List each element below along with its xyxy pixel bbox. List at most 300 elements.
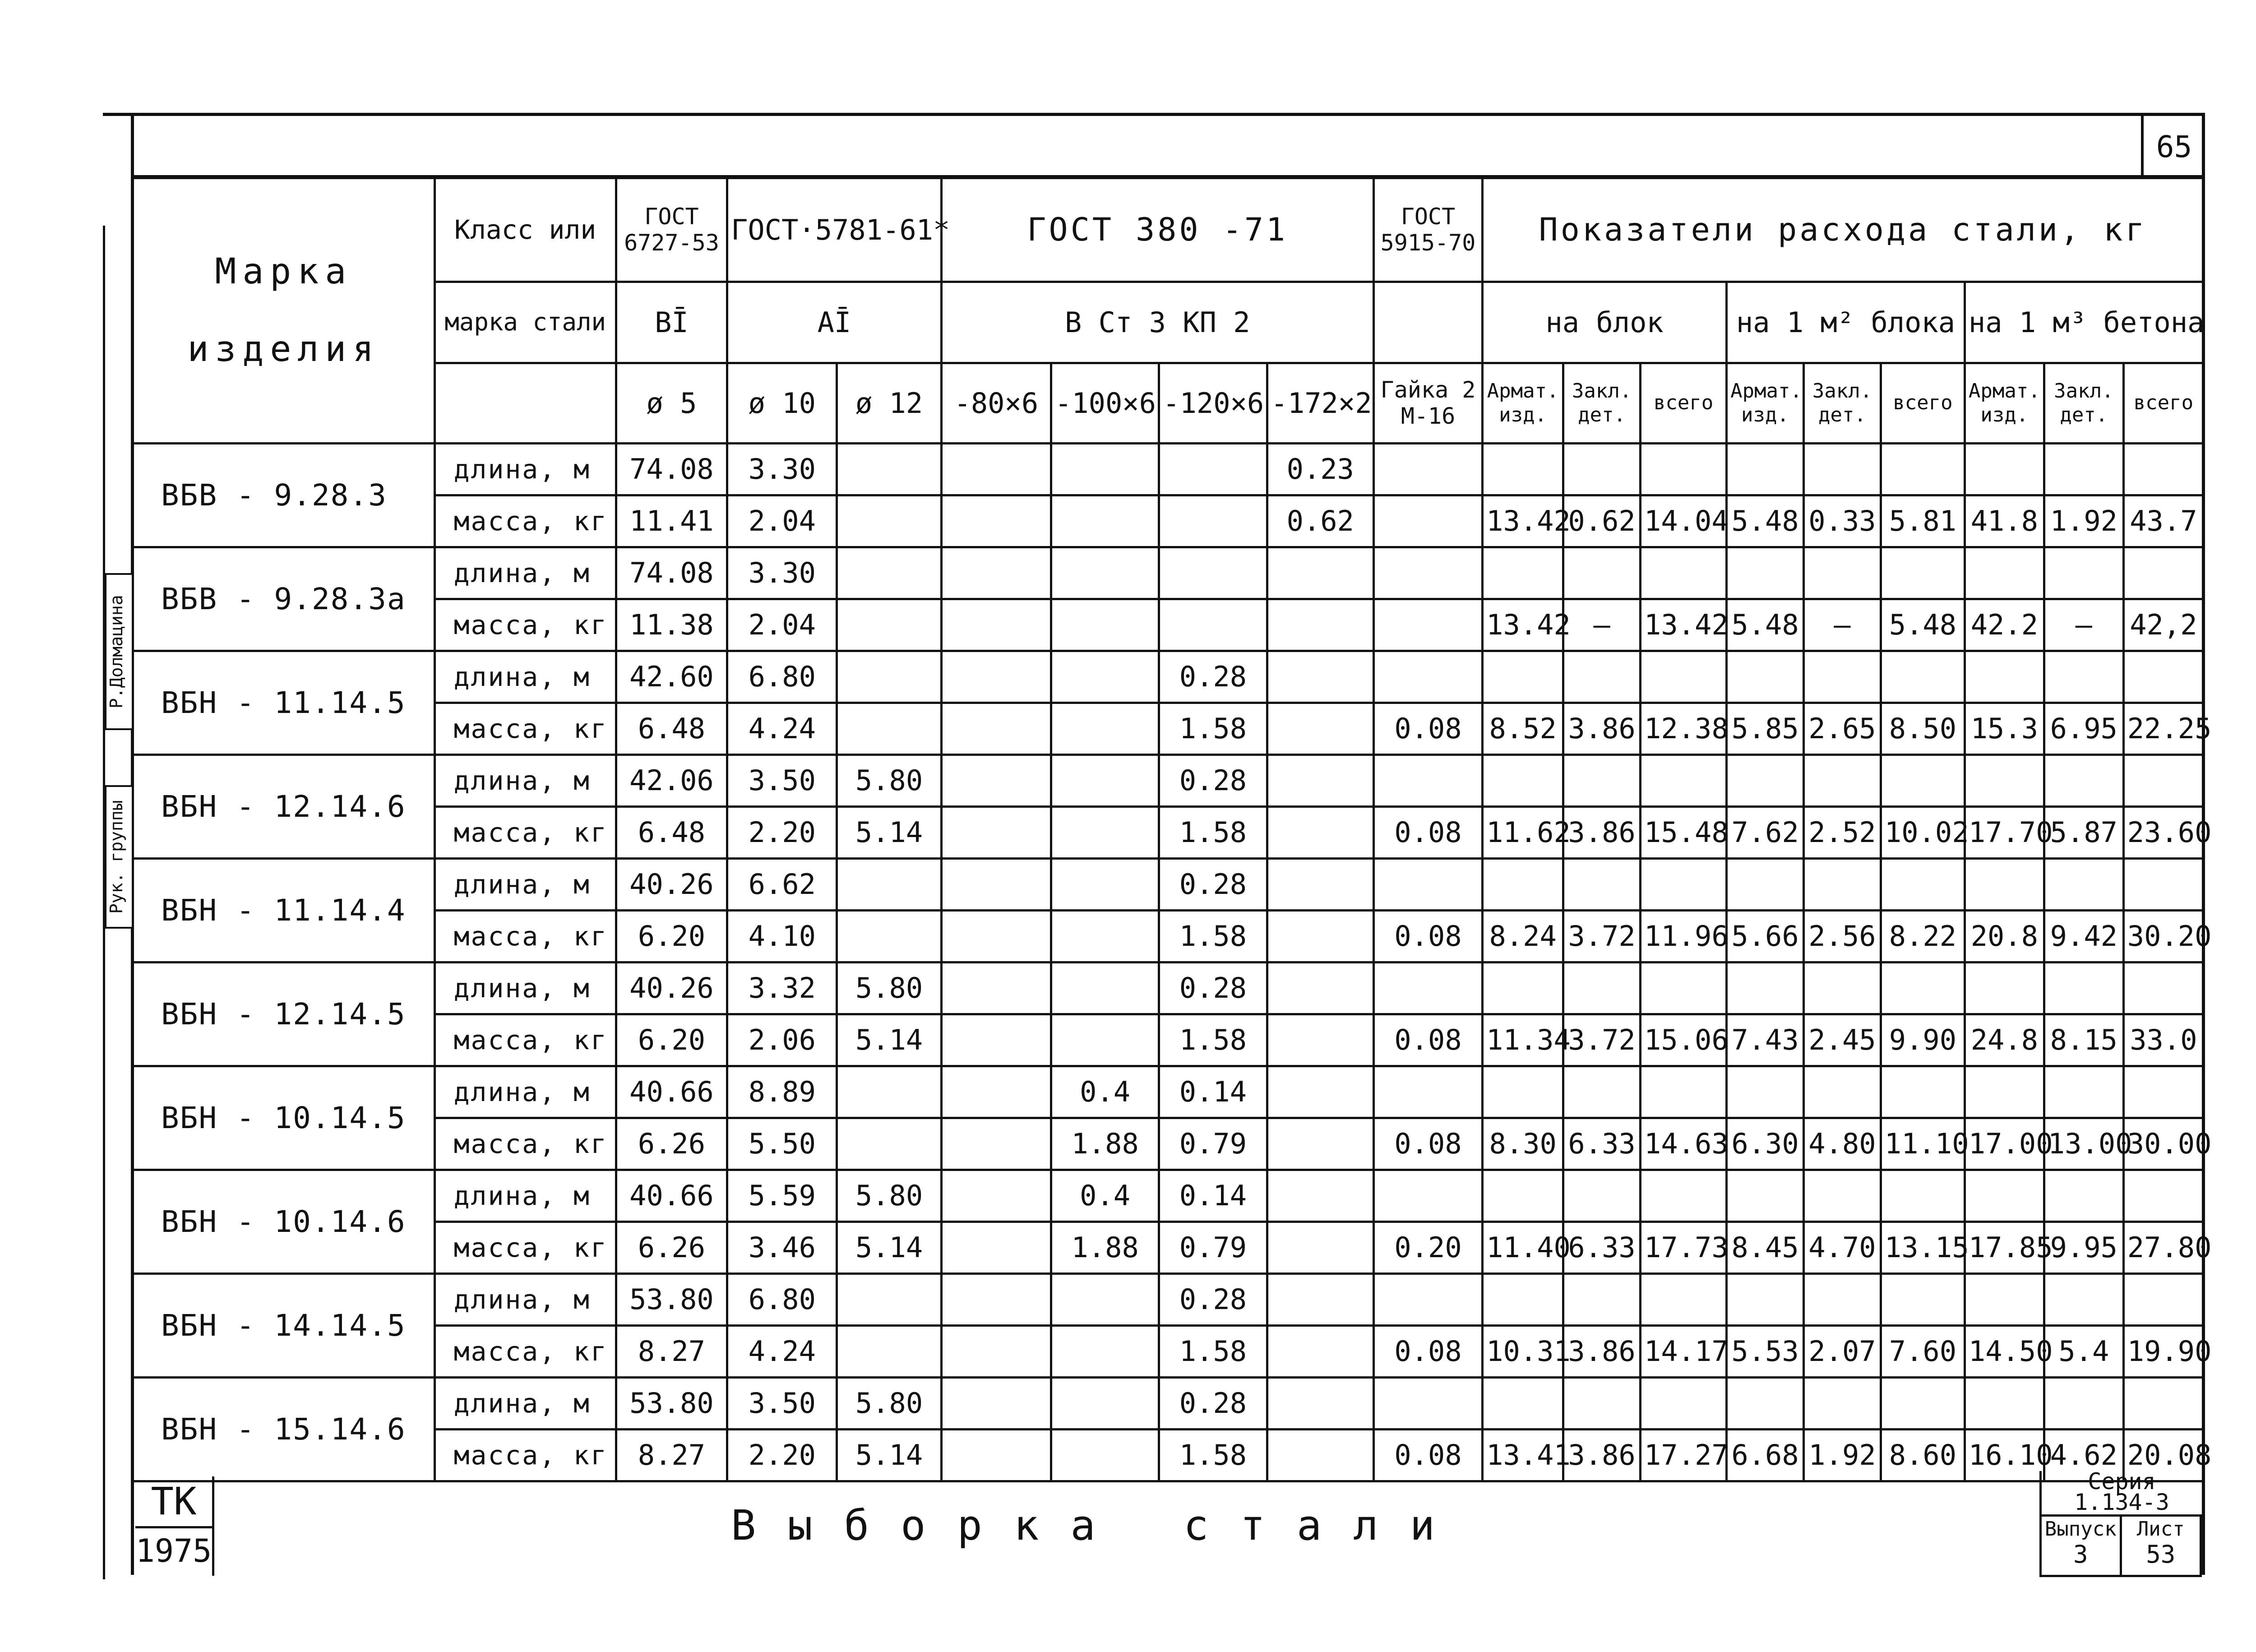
frame-top-line bbox=[103, 113, 2205, 116]
length-cell: 3.30 bbox=[727, 444, 837, 495]
length-cell bbox=[837, 859, 941, 911]
mass-cell: 2.56 bbox=[1804, 911, 1881, 963]
class-header bbox=[435, 178, 616, 282]
length-cell: 42.06 bbox=[616, 755, 727, 807]
m2-armat-header: Армат. изд. bbox=[1727, 363, 1804, 444]
length-cell: 74.08 bbox=[616, 547, 727, 599]
length-cell: 3.30 bbox=[727, 547, 837, 599]
mass-cell: 4.80 bbox=[1804, 1118, 1881, 1170]
mass-cell bbox=[941, 599, 1051, 651]
length-cell bbox=[1641, 444, 1727, 495]
mass-cell: 17.85 bbox=[1965, 1222, 2044, 1274]
per-block-header: на блок bbox=[1483, 282, 1727, 363]
mass-cell: 5.81 bbox=[1881, 495, 1965, 547]
length-cell bbox=[2044, 963, 2123, 1014]
length-cell bbox=[1563, 1378, 1641, 1430]
mass-cell: 2.52 bbox=[1804, 807, 1881, 859]
mass-cell: 8.27 bbox=[616, 1430, 727, 1481]
mass-cell: 5.14 bbox=[837, 1222, 941, 1274]
item-mark: ВБН - 11.14.4 bbox=[133, 859, 435, 963]
param-mass-label: масса, кг bbox=[435, 1222, 616, 1274]
length-cell bbox=[1051, 1378, 1159, 1430]
mass-cell: 6.20 bbox=[616, 1014, 727, 1066]
mass-cell: 1.58 bbox=[1159, 807, 1267, 859]
mass-cell: 1.58 bbox=[1159, 1014, 1267, 1066]
length-cell bbox=[2123, 755, 2203, 807]
mass-cell bbox=[1159, 495, 1267, 547]
mass-cell: 20.08 bbox=[2123, 1430, 2203, 1481]
mass-cell: 9.42 bbox=[2044, 911, 2123, 963]
m3-zakl-header: Закл. дет. bbox=[2044, 363, 2123, 444]
param-mass-label: масса, кг bbox=[435, 703, 616, 755]
length-cell bbox=[941, 1066, 1051, 1118]
mass-cell: 41.8 bbox=[1965, 495, 2044, 547]
length-cell bbox=[1483, 547, 1563, 599]
mass-cell: 3.72 bbox=[1563, 911, 1641, 963]
length-cell bbox=[1267, 547, 1373, 599]
length-cell: 0.28 bbox=[1159, 859, 1267, 911]
item-mark: ВБН - 10.14.5 bbox=[133, 1066, 435, 1170]
mass-cell: 11.10 bbox=[1881, 1118, 1965, 1170]
mass-cell: 4.24 bbox=[727, 1326, 837, 1378]
mass-cell: 8.27 bbox=[616, 1326, 727, 1378]
length-cell bbox=[1881, 859, 1965, 911]
item-mark: ВБН - 12.14.5 bbox=[133, 963, 435, 1066]
mark-header bbox=[133, 178, 435, 444]
mass-cell bbox=[1051, 911, 1159, 963]
length-cell bbox=[1804, 444, 1881, 495]
mass-cell: 6.26 bbox=[616, 1222, 727, 1274]
length-cell bbox=[2044, 859, 2123, 911]
title-stamp bbox=[2039, 1468, 2202, 1575]
length-cell bbox=[1267, 1170, 1373, 1222]
param-mass-label: масса, кг bbox=[435, 1014, 616, 1066]
length-cell bbox=[1965, 651, 2044, 703]
length-cell bbox=[1563, 1170, 1641, 1222]
mass-cell: 3.46 bbox=[727, 1222, 837, 1274]
mass-cell: 5.48 bbox=[1727, 599, 1804, 651]
length-cell bbox=[941, 547, 1051, 599]
length-cell bbox=[1373, 651, 1482, 703]
stamp-row bbox=[2039, 1517, 2202, 1577]
length-cell bbox=[941, 963, 1051, 1014]
mass-cell: 12.38 bbox=[1641, 703, 1727, 755]
mass-cell bbox=[837, 1326, 941, 1378]
mass-cell: 2.65 bbox=[1804, 703, 1881, 755]
mass-cell: 42,2 bbox=[2123, 599, 2203, 651]
mass-cell: 7.60 bbox=[1881, 1326, 1965, 1378]
mass-cell: 23.60 bbox=[2123, 807, 2203, 859]
series-value: 1.134-3 bbox=[2074, 1489, 2169, 1515]
mass-cell: 2.20 bbox=[727, 1430, 837, 1481]
length-cell bbox=[2044, 547, 2123, 599]
length-cell bbox=[1804, 859, 1881, 911]
mass-cell: 4.70 bbox=[1804, 1222, 1881, 1274]
mass-cell bbox=[941, 911, 1051, 963]
length-cell: 5.80 bbox=[837, 1378, 941, 1430]
dia-5-header: ø 5 bbox=[616, 363, 727, 444]
length-cell bbox=[1804, 1066, 1881, 1118]
mass-cell: 13.41 bbox=[1483, 1430, 1563, 1481]
length-cell bbox=[1804, 1274, 1881, 1326]
param-mass-label: масса, кг bbox=[435, 495, 616, 547]
length-cell bbox=[1267, 755, 1373, 807]
length-cell bbox=[2044, 651, 2123, 703]
m3-armat-header: Армат. изд. bbox=[1965, 363, 2044, 444]
length-cell bbox=[1965, 859, 2044, 911]
length-cell bbox=[1727, 547, 1804, 599]
item-mass-row bbox=[133, 911, 2204, 963]
mass-cell: 0.62 bbox=[1267, 495, 1373, 547]
length-cell bbox=[1051, 1274, 1159, 1326]
mass-cell: 5.50 bbox=[727, 1118, 837, 1170]
length-cell bbox=[1373, 755, 1482, 807]
param-length-label: длина, м bbox=[435, 651, 616, 703]
length-cell bbox=[1563, 1274, 1641, 1326]
item-mass-row bbox=[133, 599, 2204, 651]
mass-cell: 3.72 bbox=[1563, 1014, 1641, 1066]
length-cell bbox=[1563, 1066, 1641, 1118]
mass-cell: 0.08 bbox=[1373, 1118, 1482, 1170]
length-cell bbox=[1483, 859, 1563, 911]
length-cell: 0.28 bbox=[1159, 1274, 1267, 1326]
mass-cell: 11.34 bbox=[1483, 1014, 1563, 1066]
mass-cell: 24.8 bbox=[1965, 1014, 2044, 1066]
mass-cell: 2.04 bbox=[727, 599, 837, 651]
class-header-line1: Класс или bbox=[454, 214, 596, 245]
length-cell bbox=[1267, 1274, 1373, 1326]
mass-cell: 15.48 bbox=[1641, 807, 1727, 859]
year-label: 1975 bbox=[135, 1532, 212, 1569]
mass-cell: 2.04 bbox=[727, 495, 837, 547]
mass-cell: 5.53 bbox=[1727, 1326, 1804, 1378]
mass-cell: 0.20 bbox=[1373, 1222, 1482, 1274]
length-cell: 3.50 bbox=[727, 1378, 837, 1430]
class-a1: АĪ bbox=[727, 282, 942, 363]
mass-cell: 42.2 bbox=[1965, 599, 2044, 651]
length-cell: 0.14 bbox=[1159, 1170, 1267, 1222]
length-cell bbox=[1727, 444, 1804, 495]
length-cell: 74.08 bbox=[616, 444, 727, 495]
length-cell bbox=[1727, 1066, 1804, 1118]
length-cell bbox=[1727, 1274, 1804, 1326]
item-mass-row bbox=[133, 1222, 2204, 1274]
mass-cell: 11.62 bbox=[1483, 807, 1563, 859]
per-m3-header: на 1 м³ бетона bbox=[1965, 282, 2203, 363]
length-cell bbox=[1483, 1170, 1563, 1222]
mass-cell: 0.62 bbox=[1563, 495, 1641, 547]
mass-cell bbox=[941, 1430, 1051, 1481]
mass-cell bbox=[1051, 599, 1159, 651]
length-cell bbox=[1641, 651, 1727, 703]
mass-cell: 5.66 bbox=[1727, 911, 1804, 963]
mass-cell bbox=[941, 1222, 1051, 1274]
length-cell: 5.80 bbox=[837, 963, 941, 1014]
length-cell bbox=[941, 1378, 1051, 1430]
length-cell bbox=[1881, 963, 1965, 1014]
mass-cell: 5.48 bbox=[1727, 495, 1804, 547]
param-mass-label: масса, кг bbox=[435, 1326, 616, 1378]
length-cell bbox=[2123, 1066, 2203, 1118]
length-cell bbox=[1965, 963, 2044, 1014]
mass-cell bbox=[1267, 1118, 1373, 1170]
issue-cell bbox=[2042, 1517, 2122, 1575]
length-cell bbox=[1563, 755, 1641, 807]
length-cell: 0.28 bbox=[1159, 755, 1267, 807]
mass-cell: 5.87 bbox=[2044, 807, 2123, 859]
length-cell bbox=[1373, 547, 1482, 599]
mass-cell: 4.10 bbox=[727, 911, 837, 963]
mass-cell: 2.20 bbox=[727, 807, 837, 859]
length-cell: 3.32 bbox=[727, 963, 837, 1014]
length-cell bbox=[1641, 755, 1727, 807]
param-length-label: длина, м bbox=[435, 755, 616, 807]
length-cell bbox=[1881, 1274, 1965, 1326]
mass-cell: 8.52 bbox=[1483, 703, 1563, 755]
mass-cell bbox=[1267, 807, 1373, 859]
mass-cell bbox=[941, 807, 1051, 859]
mass-cell: 11.96 bbox=[1641, 911, 1727, 963]
item-mass-row bbox=[133, 1118, 2204, 1170]
tk-label: ТК bbox=[135, 1476, 212, 1528]
length-cell bbox=[1373, 1378, 1482, 1430]
mass-cell: 7.43 bbox=[1727, 1014, 1804, 1066]
item-length-row bbox=[133, 1170, 2204, 1222]
length-cell bbox=[1804, 755, 1881, 807]
mass-cell: 1.92 bbox=[1804, 1430, 1881, 1481]
mass-cell: – bbox=[1804, 599, 1881, 651]
length-cell bbox=[1563, 444, 1641, 495]
mass-cell: 2.45 bbox=[1804, 1014, 1881, 1066]
mass-cell bbox=[941, 1326, 1051, 1378]
header-row-3 bbox=[133, 363, 2204, 444]
length-cell bbox=[1641, 547, 1727, 599]
length-cell: 0.14 bbox=[1159, 1066, 1267, 1118]
issue-label: Выпуск bbox=[2044, 1518, 2117, 1541]
length-cell bbox=[1965, 1378, 2044, 1430]
length-cell bbox=[1267, 1378, 1373, 1430]
mass-cell: 15.06 bbox=[1641, 1014, 1727, 1066]
length-cell bbox=[1727, 651, 1804, 703]
mass-cell bbox=[1267, 1326, 1373, 1378]
mass-cell: 9.90 bbox=[1881, 1014, 1965, 1066]
item-length-row bbox=[133, 859, 2204, 911]
item-mass-row bbox=[133, 495, 2204, 547]
mass-cell: 0.33 bbox=[1804, 495, 1881, 547]
mass-cell: 8.30 bbox=[1483, 1118, 1563, 1170]
mass-cell bbox=[1051, 1326, 1159, 1378]
param-mass-label: масса, кг bbox=[435, 807, 616, 859]
mass-cell: 14.04 bbox=[1641, 495, 1727, 547]
length-cell bbox=[2044, 755, 2123, 807]
gost-380-header: ГОСТ 380 -71 bbox=[941, 178, 1373, 282]
length-cell bbox=[1373, 963, 1482, 1014]
length-cell bbox=[1563, 651, 1641, 703]
length-cell: 53.80 bbox=[616, 1274, 727, 1326]
length-cell bbox=[1727, 1378, 1804, 1430]
mass-cell: 1.88 bbox=[1051, 1118, 1159, 1170]
mass-cell: 0.79 bbox=[1159, 1222, 1267, 1274]
length-cell bbox=[941, 444, 1051, 495]
item-length-row bbox=[133, 1066, 2204, 1118]
length-cell bbox=[1881, 651, 1965, 703]
mass-cell: 7.62 bbox=[1727, 807, 1804, 859]
mass-cell: 3.86 bbox=[1563, 703, 1641, 755]
mass-cell: 1.88 bbox=[1051, 1222, 1159, 1274]
mass-cell: 8.50 bbox=[1881, 703, 1965, 755]
length-cell bbox=[837, 1274, 941, 1326]
steel-selection-table bbox=[132, 177, 2212, 1482]
item-mass-row bbox=[133, 807, 2204, 859]
item-mark: ВБН - 15.14.6 bbox=[133, 1378, 435, 1481]
param-length-label: длина, м bbox=[435, 1378, 616, 1430]
mass-cell bbox=[1267, 1222, 1373, 1274]
item-length-row bbox=[133, 1274, 2204, 1326]
length-cell bbox=[1159, 547, 1267, 599]
length-cell bbox=[1563, 859, 1641, 911]
param-length-label: длина, м bbox=[435, 1066, 616, 1118]
length-cell bbox=[941, 1274, 1051, 1326]
length-cell bbox=[1881, 1378, 1965, 1430]
mass-cell: 2.07 bbox=[1804, 1326, 1881, 1378]
mass-cell: 33.0 bbox=[2123, 1014, 2203, 1066]
mass-cell: 14.17 bbox=[1641, 1326, 1727, 1378]
mass-cell: 15.3 bbox=[1965, 703, 2044, 755]
mass-cell: 8.22 bbox=[1881, 911, 1965, 963]
length-cell bbox=[837, 444, 941, 495]
length-cell bbox=[1051, 547, 1159, 599]
length-cell bbox=[1563, 547, 1641, 599]
param-length-label: длина, м bbox=[435, 963, 616, 1014]
mass-cell bbox=[837, 911, 941, 963]
mark-header-label: Марка изделия bbox=[187, 251, 380, 370]
corner-tk-box bbox=[135, 1476, 214, 1576]
mass-cell: 3.86 bbox=[1563, 1430, 1641, 1481]
mass-cell: 6.48 bbox=[616, 703, 727, 755]
length-cell: 0.28 bbox=[1159, 651, 1267, 703]
mass-cell bbox=[1267, 599, 1373, 651]
length-cell bbox=[2044, 1274, 2123, 1326]
nut-header: Гайка 2 М-16 bbox=[1373, 363, 1482, 444]
length-cell bbox=[2044, 1066, 2123, 1118]
length-cell: 40.26 bbox=[616, 859, 727, 911]
length-cell bbox=[1563, 963, 1641, 1014]
length-cell bbox=[1641, 963, 1727, 1014]
length-cell bbox=[1373, 1170, 1482, 1222]
length-cell bbox=[1267, 651, 1373, 703]
item-mass-row bbox=[133, 703, 2204, 755]
mass-cell: 10.31 bbox=[1483, 1326, 1563, 1378]
length-cell bbox=[1483, 1066, 1563, 1118]
mass-cell: 30.20 bbox=[2123, 911, 2203, 963]
mass-cell: 6.26 bbox=[616, 1118, 727, 1170]
length-cell: 0.4 bbox=[1051, 1066, 1159, 1118]
mass-cell: 16.10 bbox=[1965, 1430, 2044, 1481]
mass-cell: 5.14 bbox=[837, 1014, 941, 1066]
length-cell bbox=[1159, 444, 1267, 495]
length-cell: 42.60 bbox=[616, 651, 727, 703]
length-cell bbox=[1881, 755, 1965, 807]
nut-class-empty bbox=[1373, 282, 1482, 363]
length-cell bbox=[941, 859, 1051, 911]
sheet-label: Лист bbox=[2136, 1518, 2185, 1541]
length-cell bbox=[1373, 444, 1482, 495]
length-cell bbox=[941, 651, 1051, 703]
mass-cell: 0.08 bbox=[1373, 703, 1482, 755]
length-cell bbox=[837, 1066, 941, 1118]
mass-cell: 5.48 bbox=[1881, 599, 1965, 651]
series-label: Серия bbox=[2088, 1468, 2156, 1495]
gost-5781-header: ГОСТ·5781-61* bbox=[727, 178, 942, 282]
mass-cell: 0.08 bbox=[1373, 807, 1482, 859]
item-mass-row bbox=[133, 1014, 2204, 1066]
length-cell bbox=[1483, 444, 1563, 495]
block-zakl-header: Закл. дет. bbox=[1563, 363, 1641, 444]
mass-cell bbox=[1267, 911, 1373, 963]
length-cell bbox=[1804, 1378, 1881, 1430]
length-cell bbox=[1727, 963, 1804, 1014]
mass-cell bbox=[1267, 703, 1373, 755]
mass-cell bbox=[837, 1118, 941, 1170]
length-cell bbox=[1965, 547, 2044, 599]
item-mark: ВБВ - 9.28.3а bbox=[133, 547, 435, 651]
param-mass-label: масса, кг bbox=[435, 599, 616, 651]
length-cell bbox=[1881, 1066, 1965, 1118]
mass-cell: 11.40 bbox=[1483, 1222, 1563, 1274]
mass-cell: 1.58 bbox=[1159, 703, 1267, 755]
length-cell bbox=[1641, 1170, 1727, 1222]
m2-zakl-header: Закл. дет. bbox=[1804, 363, 1881, 444]
length-cell bbox=[1483, 1378, 1563, 1430]
mass-cell: 1.58 bbox=[1159, 1326, 1267, 1378]
item-length-row bbox=[133, 1378, 2204, 1430]
mass-cell: 8.15 bbox=[2044, 1014, 2123, 1066]
issue-value: 3 bbox=[2073, 1540, 2088, 1569]
length-cell bbox=[2123, 859, 2203, 911]
param-mass-label: масса, кг bbox=[435, 911, 616, 963]
mass-cell bbox=[1267, 1430, 1373, 1481]
length-cell bbox=[1267, 963, 1373, 1014]
length-cell bbox=[837, 547, 941, 599]
mass-cell: 1.58 bbox=[1159, 1430, 1267, 1481]
mass-cell: 11.41 bbox=[616, 495, 727, 547]
mass-cell bbox=[837, 495, 941, 547]
strip-120-header: -120×6 bbox=[1159, 363, 1267, 444]
length-cell bbox=[1965, 1170, 2044, 1222]
length-cell bbox=[1051, 859, 1159, 911]
mass-cell: 13.42 bbox=[1483, 495, 1563, 547]
length-cell bbox=[2044, 444, 2123, 495]
m3-total-header: всего bbox=[2123, 363, 2203, 444]
class-empty-cell bbox=[435, 363, 616, 444]
dia-12-header: ø 12 bbox=[837, 363, 941, 444]
length-cell bbox=[2123, 1274, 2203, 1326]
mass-cell: 6.33 bbox=[1563, 1222, 1641, 1274]
mass-cell: 13.42 bbox=[1641, 599, 1727, 651]
length-cell bbox=[1804, 1170, 1881, 1222]
length-cell bbox=[1641, 1274, 1727, 1326]
strip-172-header: -172×2 bbox=[1267, 363, 1373, 444]
length-cell: 6.80 bbox=[727, 1274, 837, 1326]
length-cell bbox=[1965, 444, 2044, 495]
mass-cell: 1.92 bbox=[2044, 495, 2123, 547]
header-row-1 bbox=[133, 178, 2204, 282]
mass-cell: – bbox=[2044, 599, 2123, 651]
mass-cell: 4.24 bbox=[727, 703, 837, 755]
mass-cell bbox=[941, 1014, 1051, 1066]
mass-cell: 3.86 bbox=[1563, 1326, 1641, 1378]
length-cell: 53.80 bbox=[616, 1378, 727, 1430]
